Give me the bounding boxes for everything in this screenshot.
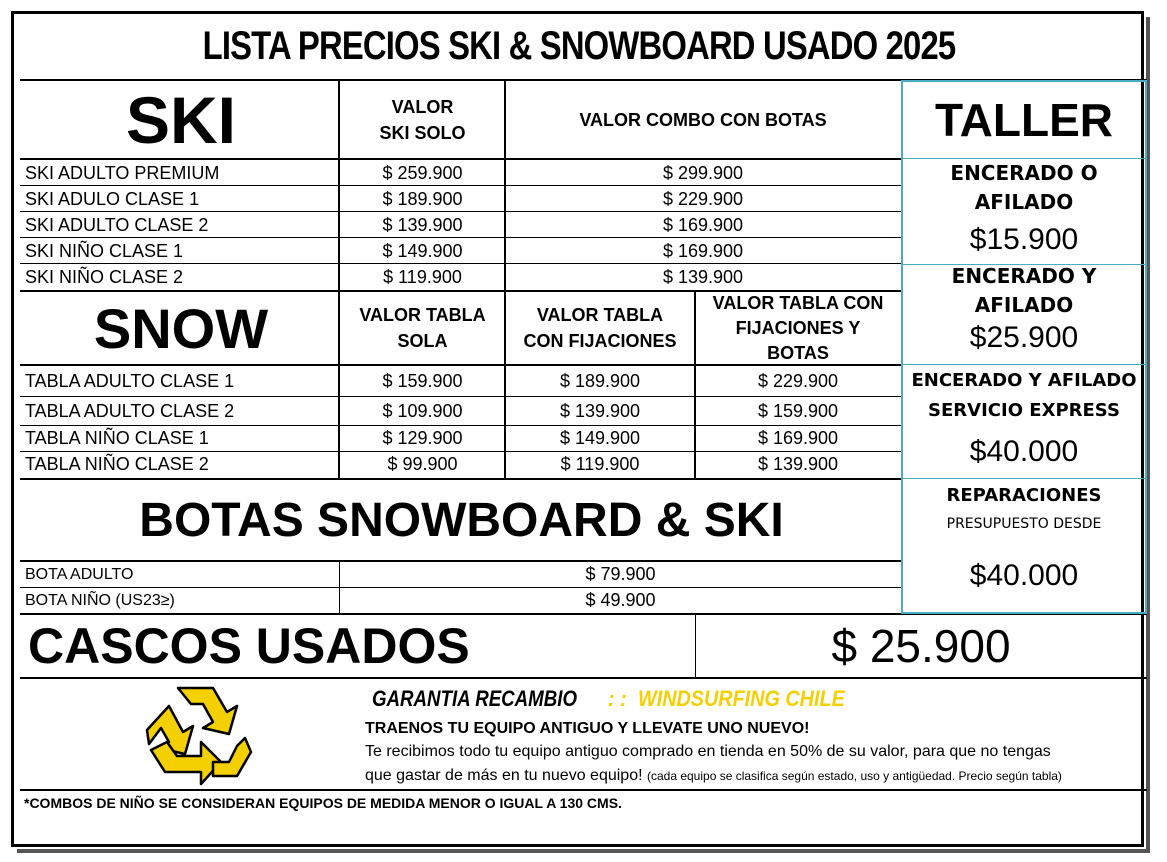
ski-row-combo: $ 169.900 [662,214,744,235]
grid-line [20,263,901,264]
page-title: LISTA PRECIOS SKI & SNOWBOARD USADO 2025 [202,23,956,68]
ski-row-solo: $ 259.900 [382,162,463,183]
grid-line [339,561,340,614]
bota-row-name: BOTA ADULTO [25,565,134,583]
grid-line [20,158,901,160]
snow-row-sola: $ 99.900 [387,454,458,474]
snow-row-botas: $ 229.900 [757,370,839,391]
grid-line [20,425,901,426]
snow-row-name: TABLA ADULTO CLASE 2 [25,400,235,421]
taller-item-price: $25.900 [969,321,1079,354]
grid-line [20,237,901,238]
ski-row-name: SKI ADULTO CLASE 2 [25,214,209,235]
cascos-heading: CASCOS USADOS [28,618,470,674]
snow-row-botas: $ 159.900 [757,400,839,421]
garantia-brand: WINDSURFING CHILE [638,686,845,711]
ski-row-combo: $ 169.900 [662,240,744,261]
bota-row-price: $ 79.900 [585,564,656,584]
grid-line [20,290,901,292]
snow-row-name: TABLA ADULTO CLASE 1 [25,370,235,391]
grid-line [20,396,901,397]
ski-row-combo: $ 299.900 [662,162,744,183]
bota-row-price: $ 49.900 [585,590,656,610]
snow-row-sola: $ 129.900 [382,428,463,448]
taller-heading: TALLER [934,94,1113,146]
snow-row-name: TABLA NIÑO CLASE 2 [25,454,209,474]
snow-row-fijaciones: $ 119.900 [560,454,640,474]
garantia-separator: : : [608,686,627,711]
garantia-line1: TRAENOS TU EQUIPO ANTIGUO Y LLEVATE UNO NUEVO! [365,720,810,737]
taller-item-label: ENCERADO O AFILADO [950,161,1098,214]
grid-line [338,291,340,478]
snow-row-fijaciones: $ 149.900 [559,428,641,448]
grid-line [20,677,1147,679]
ski-row-name: SKI ADULTO PREMIUM [25,162,220,183]
garantia-line3: que gastar de más en tu nuevo equipo! [365,767,643,784]
ski-heading: SKI [125,83,237,157]
ski-row-name: SKI ADULO CLASE 1 [25,188,200,209]
garantia-note: (cada equipo se clasifica según estado, uso y antigüedad. Precio según tabla) [646,769,1062,783]
grid-line [20,560,901,562]
garantia-line3-wrap [365,767,1062,785]
snow-col-sola: VALOR TABLA SOLA [359,305,486,351]
ski-row-solo: $ 119.900 [383,266,462,287]
ski-row-solo: $ 149.900 [382,240,463,261]
taller-divider [903,364,1145,365]
snow-row-botas: $ 139.900 [757,454,839,474]
snow-col-botas: VALOR TABLA CON FIJACIONES Y BOTAS [712,292,884,363]
ski-col-solo: VALOR SKI SOLO [379,97,466,143]
grid-line [694,291,696,478]
garantia-title: GARANTIA RECAMBIO [372,686,578,711]
cascos-price: $ 25.900 [831,620,1011,672]
grid-line [20,451,901,452]
footnote: *COMBOS DE NIÑO SE CONSIDERAN EQUIPOS DE MEDIDA MENOR O IGUAL A 130 CMS. [24,795,622,811]
taller-item-price: $40.000 [969,435,1079,468]
garantia-line2: Te recibimos todo tu equipo antiguo comprado en tienda en 50% de su valor, para que no tengas [365,743,1051,760]
garantia-title-wrap [372,686,612,714]
taller-item-label: ENCERADO Y AFILADO [951,264,1097,317]
ski-row-name: SKI NIÑO CLASE 2 [25,266,184,287]
snow-col-fijaciones: VALOR TABLA CON FIJACIONES [523,305,677,351]
grid-line [20,185,901,186]
taller-item-label: ENCERADO Y AFILADO SERVICIO EXPRESS [911,370,1137,421]
recycle-icon [143,680,255,786]
ski-row-name: SKI NIÑO CLASE 1 [25,240,184,261]
ski-row-combo: $ 229.900 [662,188,744,209]
grid-line [20,587,901,588]
ski-row-solo: $ 139.900 [382,214,463,235]
ski-row-solo: $ 189.900 [382,188,463,209]
snow-row-fijaciones: $ 189.900 [559,370,641,391]
grid-line [20,789,1147,791]
snow-row-name: TABLA NIÑO CLASE 1 [25,428,209,448]
taller-item-price: $40.000 [969,559,1079,592]
grid-line [20,364,901,366]
ski-row-combo: $ 139.900 [662,266,744,287]
snow-row-sola: $ 159.900 [382,370,463,391]
botas-heading: BOTAS SNOWBOARD & SKI [139,493,784,547]
snow-row-fijaciones: $ 139.900 [559,400,641,421]
taller-item-label: REPARACIONES [946,484,1102,506]
bota-row-name: BOTA NIÑO (US23≥) [25,591,175,609]
snow-row-sola: $ 109.900 [382,400,463,421]
grid-line [20,211,901,212]
taller-item-sub: PRESUPUESTO DESDE [946,516,1102,532]
ski-col-combo: VALOR COMBO CON BOTAS [579,110,827,130]
taller-item-price: $15.900 [969,223,1079,256]
title-row [14,14,1144,78]
taller-divider [903,478,1145,479]
snow-row-botas: $ 169.900 [757,428,839,448]
grid-line [504,291,506,478]
grid-line [20,478,901,480]
grid-line [695,614,696,677]
snow-heading: SNOW [93,296,269,360]
